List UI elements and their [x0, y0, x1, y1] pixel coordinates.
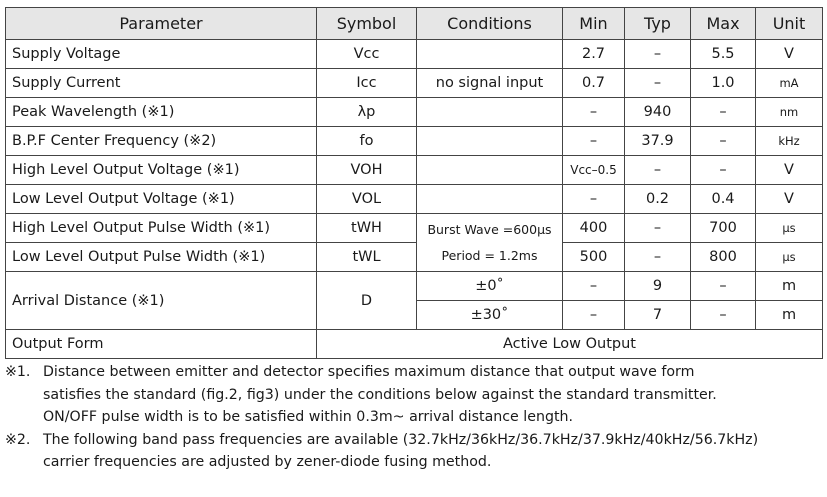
cell-parameter: Supply Current — [6, 69, 317, 98]
cell-parameter: Arrival Distance (※1) — [6, 272, 317, 330]
cell-parameter: High Level Output Voltage (※1) — [6, 156, 317, 185]
footnote-text: Distance between emitter and detector specifies maximum distance that output wave form satisfies the standard (fig.2, fig3) under the conditions below against the standard transmitter. ON/OFF pulse width is to be satisfied within 0.3m~ arrival distance length. — [43, 364, 717, 425]
table-row — [6, 243, 823, 272]
cell-typ: 37.9 — [625, 127, 691, 156]
cell-min: 500 — [563, 243, 625, 272]
cell-min: 400 — [563, 214, 625, 243]
cell-parameter: Peak Wavelength (※1) — [6, 98, 317, 127]
header-parameter: Parameter — [6, 8, 317, 40]
footnote-mark: ※1. — [5, 364, 31, 380]
cell-min: 0.7 — [563, 69, 625, 98]
table-row — [6, 330, 823, 359]
cell-parameter: Output Form — [6, 330, 317, 359]
cell-min: – — [563, 127, 625, 156]
cell-typ: – — [625, 69, 691, 98]
cell-typ: – — [625, 40, 691, 69]
cell-symbol: D — [317, 272, 417, 330]
table-row — [6, 127, 823, 156]
header-symbol: Symbol — [317, 8, 417, 40]
table-row — [6, 272, 823, 301]
table-row — [6, 98, 823, 127]
cell-max: – — [691, 156, 756, 185]
cell-symbol: tWH — [317, 214, 417, 243]
cell-typ: 940 — [625, 98, 691, 127]
cell-unit: m — [756, 272, 823, 301]
cell-conditions: ±30˚ — [417, 301, 563, 330]
cell-parameter: B.P.F Center Frequency (※2) — [6, 127, 317, 156]
table-row — [6, 185, 823, 214]
cell-unit: V — [756, 40, 823, 69]
cell-unit: mA — [756, 69, 823, 98]
cell-symbol: tWL — [317, 243, 417, 272]
cell-conditions — [417, 40, 563, 69]
spec-table — [5, 7, 823, 359]
table-row — [6, 69, 823, 98]
cell-typ: – — [625, 243, 691, 272]
header-conditions: Conditions — [417, 8, 563, 40]
cell-conditions — [417, 98, 563, 127]
cell-symbol: Icc — [317, 69, 417, 98]
cell-max: 0.4 — [691, 185, 756, 214]
cell-parameter: Low Level Output Voltage (※1) — [6, 185, 317, 214]
header-unit: Unit — [756, 8, 823, 40]
cell-max: – — [691, 272, 756, 301]
table-row — [6, 214, 823, 243]
table-row — [6, 40, 823, 69]
cell-unit: nm — [756, 98, 823, 127]
cell-symbol: λp — [317, 98, 417, 127]
cell-max: – — [691, 301, 756, 330]
cell-conditions — [417, 127, 563, 156]
cell-conditions — [417, 185, 563, 214]
footnotes — [5, 361, 823, 474]
cell-output-form-value: Active Low Output — [317, 330, 823, 359]
footnote-1 — [5, 361, 823, 429]
burst-wave-label: Burst Wave =600μs — [427, 221, 552, 237]
cell-parameter: Low Level Output Pulse Width (※1) — [6, 243, 317, 272]
header-typ: Typ — [625, 8, 691, 40]
table-header-row — [6, 8, 823, 40]
cell-min: Vcc–0.5 — [563, 156, 625, 185]
cell-min: – — [563, 301, 625, 330]
cell-min: 2.7 — [563, 40, 625, 69]
cell-unit: μs — [756, 214, 823, 243]
footnote-mark: ※2. — [5, 431, 31, 448]
cell-min: – — [563, 272, 625, 301]
cell-max: – — [691, 98, 756, 127]
period-label: Period = 1.2ms — [441, 247, 538, 263]
cell-typ: 9 — [625, 272, 691, 301]
cell-unit: V — [756, 156, 823, 185]
cell-max: 5.5 — [691, 40, 756, 69]
header-max: Max — [691, 8, 756, 40]
cell-unit: kHz — [756, 127, 823, 156]
cell-symbol: Vcc — [317, 40, 417, 69]
cell-min: – — [563, 98, 625, 127]
cell-symbol: VOH — [317, 156, 417, 185]
cell-parameter: Supply Voltage — [6, 40, 317, 69]
cell-symbol: fo — [317, 127, 417, 156]
cell-pulse-conditions — [417, 214, 563, 272]
cell-unit: μs — [756, 243, 823, 272]
cell-unit: V — [756, 185, 823, 214]
cell-symbol: VOL — [317, 185, 417, 214]
cell-typ: 0.2 — [625, 185, 691, 214]
cell-typ: 7 — [625, 301, 691, 330]
footnote-2 — [5, 429, 823, 474]
cell-max: – — [691, 127, 756, 156]
cell-parameter: High Level Output Pulse Width (※1) — [6, 214, 317, 243]
cell-max: 700 — [691, 214, 756, 243]
table-row — [6, 156, 823, 185]
cell-conditions: no signal input — [417, 69, 563, 98]
cell-max: 800 — [691, 243, 756, 272]
cell-unit: m — [756, 301, 823, 330]
header-min: Min — [563, 8, 625, 40]
cell-max: 1.0 — [691, 69, 756, 98]
cell-typ: – — [625, 156, 691, 185]
cell-conditions: ±0˚ — [417, 272, 563, 301]
cell-min: – — [563, 185, 625, 214]
cell-typ: – — [625, 214, 691, 243]
footnote-text: The following band pass frequencies are available (32.7kHz/36kHz/36.7kHz/37.9kHz/40kHz/56.7kHz) carrier frequencies are adjusted by zener-diode fusing method. — [43, 431, 759, 470]
cell-conditions — [417, 156, 563, 185]
